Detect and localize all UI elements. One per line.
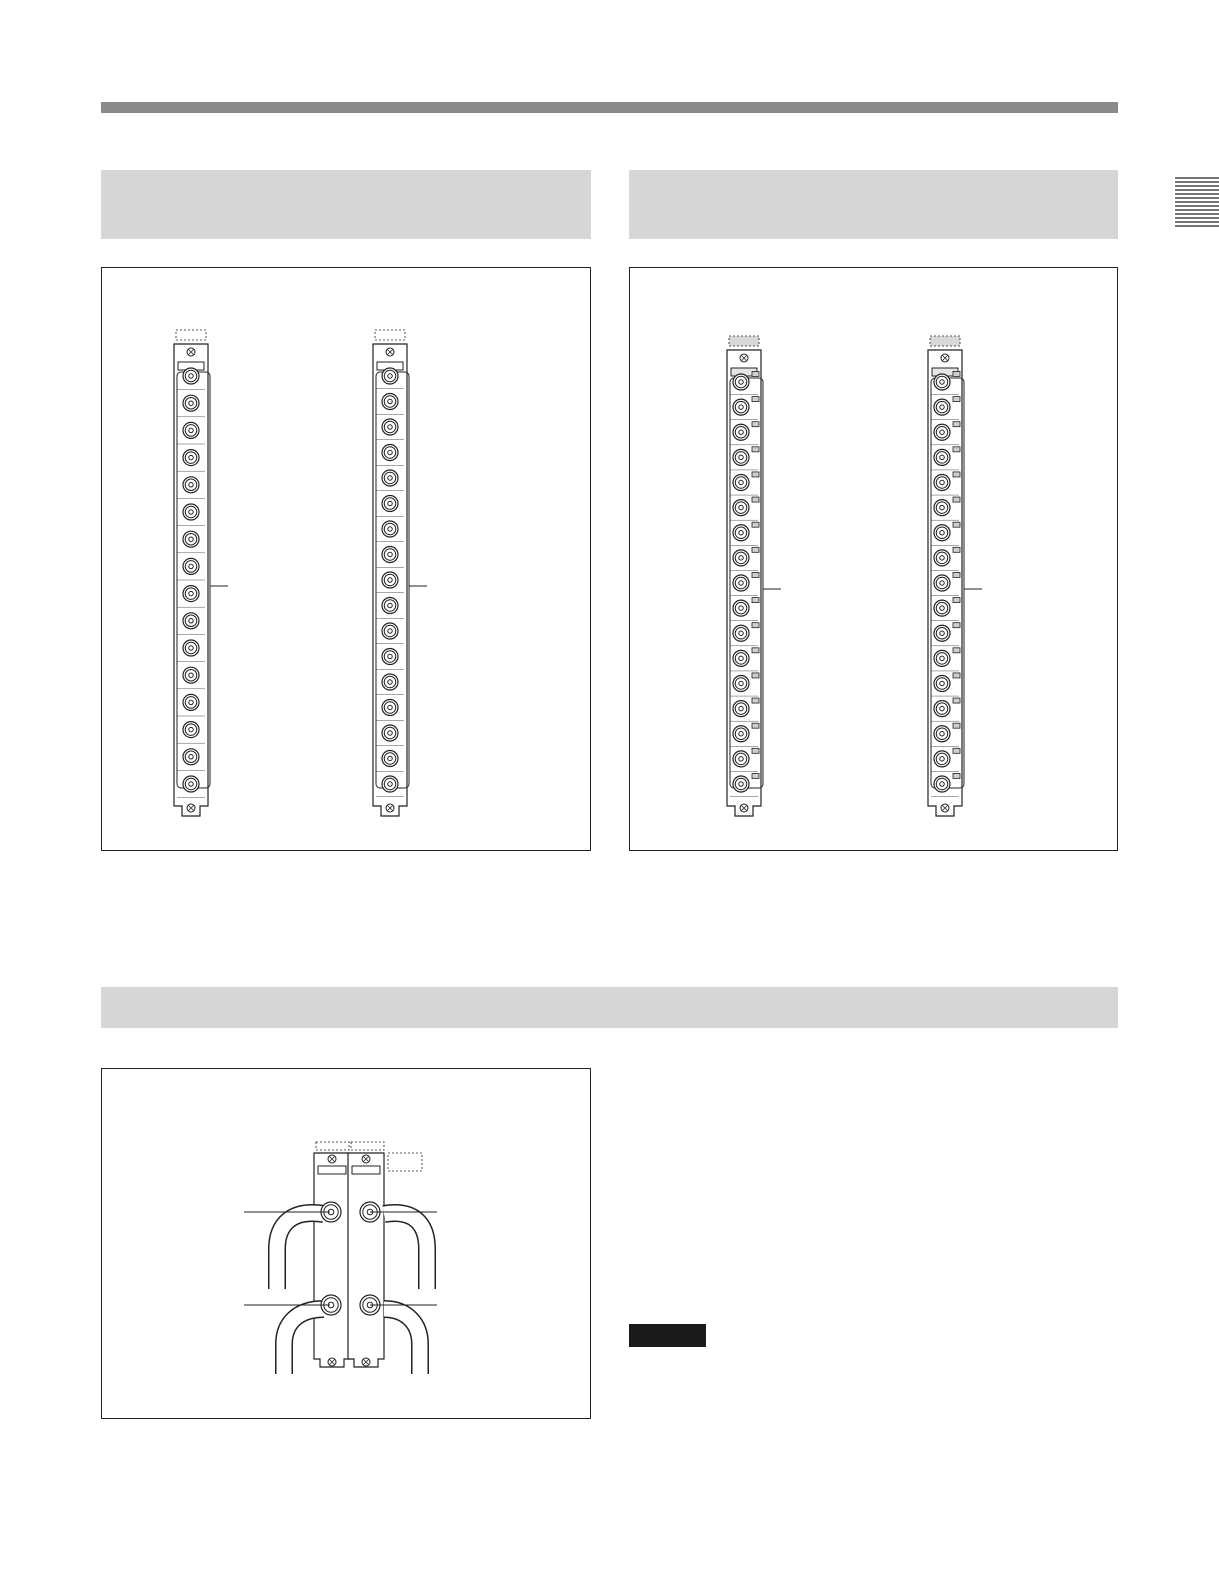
connector-panels-with-tabs-illustration: [630, 268, 1117, 850]
bnc-connector-icon: [733, 650, 749, 666]
indicator-tab: [752, 673, 759, 678]
bnc-connector-icon: [382, 547, 398, 563]
bnc-connector-icon: [183, 422, 199, 438]
bnc-connector-icon: [934, 575, 950, 591]
indicator-tab: [953, 397, 960, 402]
indicator-tab: [953, 497, 960, 502]
indicator-tab: [752, 422, 759, 427]
bnc-connector-icon: [382, 445, 398, 461]
indicator-tab: [953, 598, 960, 603]
bnc-connector-icon: [183, 395, 199, 411]
bnc-connector-icon: [934, 776, 950, 792]
indicator-tab: [752, 773, 759, 778]
bnc-connector-icon: [733, 500, 749, 516]
bnc-connector-icon: [183, 640, 199, 656]
bnc-connector-icon: [733, 525, 749, 541]
bnc-connector-icon: [183, 776, 199, 792]
panel-label-strip: [352, 1166, 380, 1174]
bnc-connector-icon: [733, 449, 749, 465]
section-header-right: [629, 170, 1118, 239]
indicator-tab: [953, 371, 960, 376]
dashed-label-area: [388, 1153, 422, 1171]
indicator-tab: [752, 447, 759, 452]
bnc-connector-icon: [183, 531, 199, 547]
cable-connection-illustration: [102, 1069, 590, 1418]
indicator-tab: [752, 748, 759, 753]
panel-body: [348, 1153, 384, 1367]
bnc-connector-icon: [934, 399, 950, 415]
indicator-tab: [752, 397, 759, 402]
bnc-connector-icon: [183, 749, 199, 765]
bnc-connector-icon: [934, 525, 950, 541]
indicator-tab: [953, 572, 960, 577]
indicator-tab: [752, 598, 759, 603]
connector-panel: [727, 336, 781, 816]
bnc-connector-icon: [183, 504, 199, 520]
dashed-label-area: [176, 330, 206, 340]
bnc-connector-icon: [183, 368, 199, 384]
indicator-tab: [752, 547, 759, 552]
section-header-left: [101, 170, 591, 239]
bnc-connector-icon: [183, 722, 199, 738]
bnc-connector-icon: [934, 374, 950, 390]
indicator-tab: [953, 773, 960, 778]
indicator-tab: [953, 547, 960, 552]
bnc-connector-icon: [733, 575, 749, 591]
bnc-connector-icon: [733, 424, 749, 440]
bnc-connector-icon: [382, 368, 398, 384]
bnc-connector-icon: [733, 550, 749, 566]
bnc-connector-icon: [382, 674, 398, 690]
bnc-connector-icon: [733, 475, 749, 491]
bnc-connector-icon: [733, 701, 749, 717]
bnc-connector-icon: [382, 470, 398, 486]
indicator-tab: [953, 723, 960, 728]
bnc-connector-icon: [733, 625, 749, 641]
bnc-connector-icon: [382, 725, 398, 741]
indicator-tab: [953, 522, 960, 527]
figure-connector-panels-left: [101, 267, 591, 851]
indicator-tab: [752, 497, 759, 502]
bnc-connector-icon: [934, 600, 950, 616]
dashed-label-area: [729, 336, 759, 346]
bnc-connector-icon: [934, 475, 950, 491]
indicator-tab: [953, 623, 960, 628]
bnc-connector-icon: [382, 521, 398, 537]
bnc-connector-icon: [733, 374, 749, 390]
dashed-label-area: [316, 1142, 349, 1150]
section-header-bottom: [101, 987, 1118, 1028]
connector-panels-illustration: [102, 268, 590, 850]
bnc-connector-icon: [183, 477, 199, 493]
bnc-connector-icon: [183, 586, 199, 602]
bnc-connector-icon: [382, 700, 398, 716]
connector-panel: [928, 336, 982, 816]
bnc-connector-icon: [733, 676, 749, 692]
bnc-connector-icon: [382, 496, 398, 512]
bnc-connector-icon: [733, 776, 749, 792]
bnc-connector-icon: [382, 598, 398, 614]
bnc-connector-icon: [382, 419, 398, 435]
indicator-tab: [752, 522, 759, 527]
bnc-connector-icon: [733, 751, 749, 767]
indicator-tab: [752, 472, 759, 477]
indicator-tab: [752, 371, 759, 376]
bnc-connector-icon: [183, 694, 199, 710]
indicator-tab: [752, 623, 759, 628]
top-rule: [101, 102, 1118, 113]
bnc-connector-icon: [382, 776, 398, 792]
indicator-tab: [953, 472, 960, 477]
bnc-connector-icon: [733, 399, 749, 415]
bnc-connector-icon: [382, 751, 398, 767]
bnc-connector-icon: [934, 676, 950, 692]
cable-panels: [244, 1142, 437, 1374]
bnc-connector-icon: [183, 450, 199, 466]
indicator-tab: [752, 572, 759, 577]
bnc-connector-icon: [934, 701, 950, 717]
bnc-connector-icon: [183, 613, 199, 629]
indicator-tab: [953, 447, 960, 452]
indicator-tab: [953, 673, 960, 678]
bnc-connector-icon: [934, 449, 950, 465]
bnc-connector-icon: [934, 500, 950, 516]
bnc-connector-icon: [934, 625, 950, 641]
note-label: [629, 1324, 706, 1347]
connector-panel: [373, 330, 427, 816]
bnc-connector-icon: [934, 650, 950, 666]
bnc-connector-icon: [934, 751, 950, 767]
bnc-connector-icon: [382, 649, 398, 665]
dashed-label-area: [930, 336, 960, 346]
bnc-connector-icon: [382, 394, 398, 410]
panel-label-strip: [318, 1166, 346, 1174]
connector-panel: [174, 330, 228, 816]
indicator-tab: [953, 748, 960, 753]
bnc-connector-icon: [382, 623, 398, 639]
indicator-tab: [752, 648, 759, 653]
indicator-tab: [752, 698, 759, 703]
dashed-label-area: [351, 1142, 384, 1150]
bnc-connector-icon: [934, 550, 950, 566]
figure-connector-panels-right: [629, 267, 1118, 851]
indicator-tab: [752, 723, 759, 728]
bnc-connector-icon: [382, 572, 398, 588]
bnc-connector-icon: [183, 558, 199, 574]
panel-body: [314, 1153, 350, 1367]
chapter-tab-marker: [1175, 176, 1219, 228]
indicator-tab: [953, 422, 960, 427]
bnc-connector-icon: [183, 667, 199, 683]
bnc-connector-icon: [733, 726, 749, 742]
bnc-connector-icon: [934, 726, 950, 742]
indicator-tab: [953, 698, 960, 703]
figure-cable-connection: [101, 1068, 591, 1419]
bnc-connector-icon: [733, 600, 749, 616]
dashed-label-area: [375, 330, 405, 340]
indicator-tab: [953, 648, 960, 653]
bnc-connector-icon: [934, 424, 950, 440]
